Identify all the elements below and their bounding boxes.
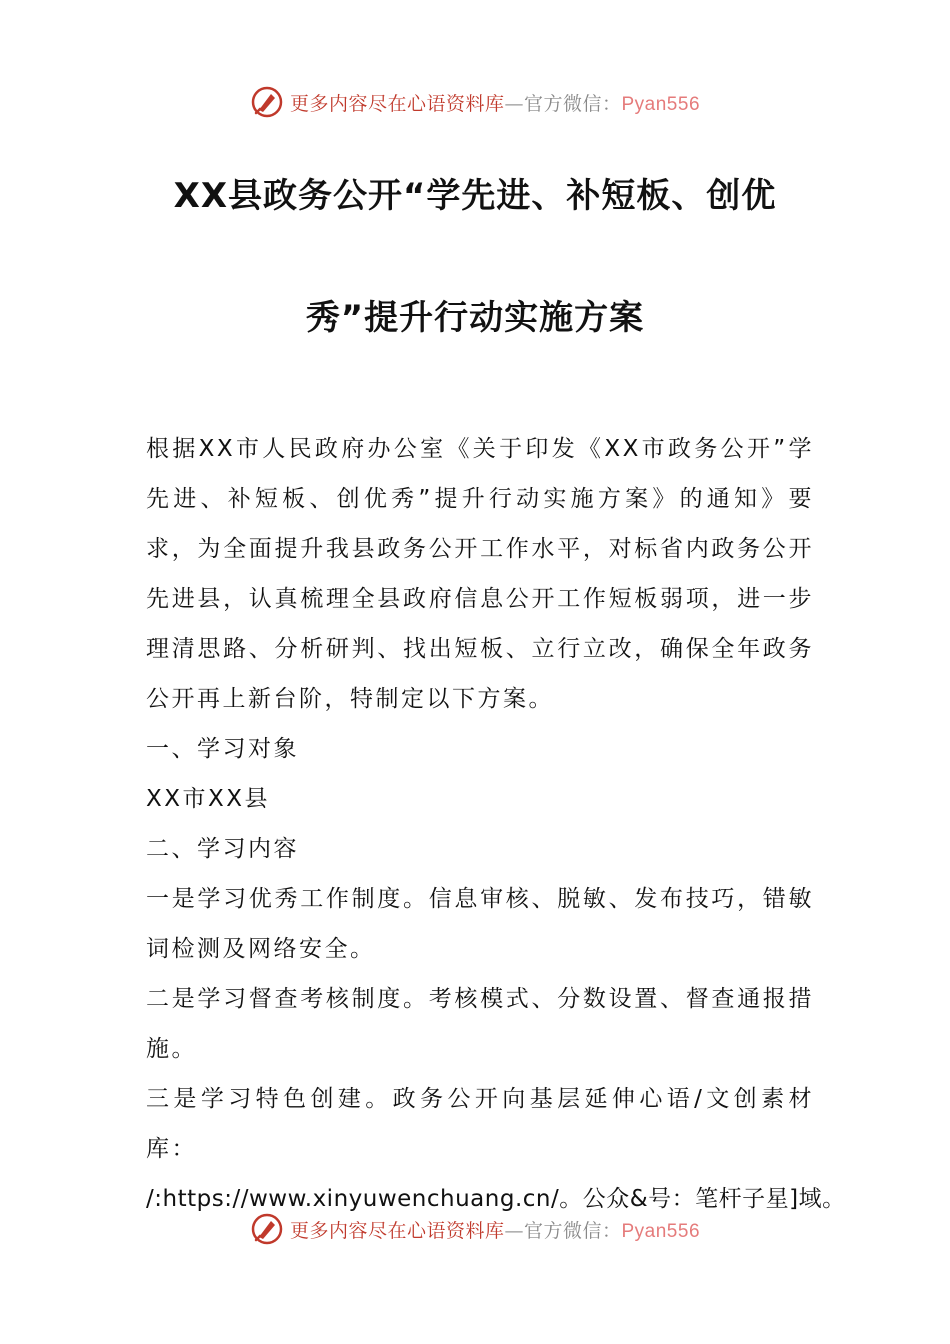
watermark-wechat-label: 官方微信： xyxy=(523,1219,622,1242)
watermark-wechat-id: Pyan556 xyxy=(621,93,701,115)
watermark-main: 更多内容尽在心语资料库 xyxy=(289,92,505,115)
watermark-wechat-id: Pyan556 xyxy=(621,1220,701,1242)
watermark-wechat-label: 官方微信： xyxy=(523,92,622,115)
content-item-1: 一是学习优秀工作制度。信息审核、脱敏、发布技巧，错敏词检测及网络安全。 xyxy=(146,886,814,962)
header-watermark xyxy=(0,80,950,124)
document-title-line-1: XX县政务公开“学先进、补短板、创优 xyxy=(173,176,777,216)
section-heading-study-target: 一、学习对象 xyxy=(146,736,299,762)
content-item-3-continued: /:https://www.xinyuwenchuang.cn/。公众&号：笔杆子星]域。 xyxy=(146,1186,846,1212)
watermark-separator: — xyxy=(504,1219,524,1242)
watermark-separator: — xyxy=(504,92,524,115)
footer-watermark xyxy=(0,1207,950,1251)
content-item-2: 二是学习督查考核制度。考核模式、分数设置、督查通报措施。 xyxy=(146,986,814,1062)
document-body xyxy=(146,424,846,1224)
pen-nib-logo-icon xyxy=(250,1212,284,1246)
pen-nib-logo-icon xyxy=(250,85,284,119)
document-title-line-2: 秀”提升行动实施方案 xyxy=(305,298,645,338)
content-item-3: 三是学习特色创建。政务公开向基层延伸心语/文创素材库： xyxy=(146,1086,814,1162)
watermark-text xyxy=(290,89,700,116)
watermark-main: 更多内容尽在心语资料库 xyxy=(289,1219,505,1242)
study-target-value: XX市XX县 xyxy=(146,786,271,812)
watermark-text xyxy=(290,1216,700,1243)
section-heading-study-content: 二、学习内容 xyxy=(146,836,299,862)
intro-paragraph: 根据XX市人民政府办公室《关于印发《XX市政务公开”学先进、补短板、创优秀”提升行动实施方案》的通知》要求，为全面提升我县政务公开工作水平，对标省内政务公开先进县，认真梳理全县政府信息公开工作短板弱项，进一步理清思路、分析研判、找出短板、立行立改，确保全年政务公开再上新台阶，特制定以下方案。 xyxy=(146,436,814,712)
